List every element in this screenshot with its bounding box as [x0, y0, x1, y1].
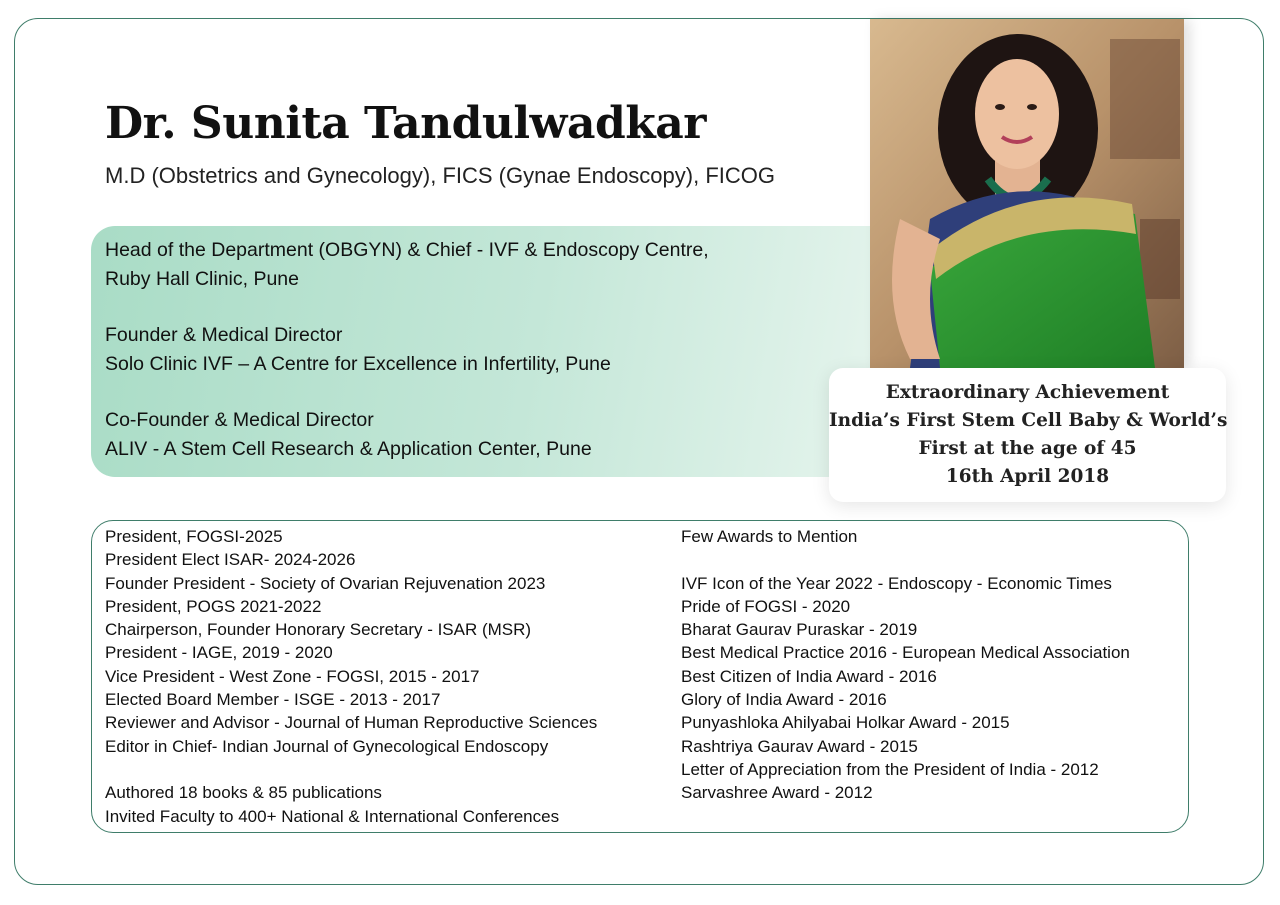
portrait-illustration — [870, 19, 1184, 368]
position-block — [105, 236, 891, 293]
list-item: Rashtriya Gaurav Award - 2015 — [681, 736, 918, 756]
position-title: Co-Founder & Medical Director — [105, 409, 374, 431]
achievement-card — [829, 368, 1226, 502]
list-item: President, POGS 2021-2022 — [105, 596, 322, 616]
qualifications: M.D (Obstetrics and Gynecology), FICS (Gynae Endoscopy), FICOG — [105, 163, 775, 188]
position-org: Solo Clinic IVF – A Centre for Excellence in Infertility, Pune — [105, 352, 611, 375]
list-item: Elected Board Member - ISGE - 2013 - 2017 — [105, 690, 441, 710]
achievement-date: 16th April 2018 — [945, 466, 1110, 487]
positions-panel — [91, 226, 891, 477]
achievement-text: First at the age of 45 — [918, 438, 1137, 459]
list-item: Invited Faculty to 400+ National & International Conferences — [105, 806, 560, 826]
list-spacer — [681, 548, 1130, 571]
list-item: Authored 18 books & 85 publications — [105, 783, 382, 803]
position-title: Founder & Medical Director — [105, 324, 343, 346]
list-item: Punyashloka Ahilyabai Holkar Award - 2015 — [681, 713, 1010, 733]
list-item: President Elect ISAR- 2024-2026 — [105, 550, 356, 570]
list-item: Pride of FOGSI - 2020 — [681, 596, 851, 616]
list-item: Reviewer and Advisor - Journal of Human Reproductive Sciences — [105, 713, 598, 733]
doctor-portrait — [870, 19, 1184, 368]
credentials-box — [91, 520, 1189, 833]
position-block — [105, 321, 891, 378]
list-item: President - IAGE, 2019 - 2020 — [105, 643, 333, 663]
list-spacer — [105, 758, 597, 781]
awards-list — [681, 525, 1130, 805]
list-item: Chairperson, Founder Honorary Secretary - ISAR (MSR) — [105, 620, 532, 640]
achievement-text: India’s First Stem Cell Baby & World’s — [829, 410, 1228, 431]
position-title: Head of the Department (OBGYN) & Chief - IVF & Endoscopy Centre, — [105, 239, 709, 261]
list-item: Sarvashree Award - 2012 — [681, 783, 873, 803]
doctor-name: Dr. Sunita Tandulwadkar — [105, 98, 706, 149]
position-org: ALIV - A Stem Cell Research & Application Center, Pune — [105, 437, 592, 460]
list-item: Founder President - Society of Ovarian Rejuvenation 2023 — [105, 573, 546, 593]
list-item: Best Citizen of India Award - 2016 — [681, 666, 937, 686]
list-item: IVF Icon of the Year 2022 - Endoscopy - Economic Times — [681, 573, 1112, 593]
list-item: Bharat Gaurav Puraskar - 2019 — [681, 620, 918, 640]
list-item: Vice President - West Zone - FOGSI, 2015 - 2017 — [105, 666, 480, 686]
achievement-heading: Extraordinary Achievement — [885, 382, 1170, 403]
awards-heading: Few Awards to Mention — [681, 527, 858, 546]
position-block — [105, 406, 891, 463]
roles-list — [105, 525, 597, 828]
list-item: President, FOGSI-2025 — [105, 527, 283, 546]
list-item: Letter of Appreciation from the President of India - 2012 — [681, 759, 1099, 779]
list-item: Editor in Chief- Indian Journal of Gynecological Endoscopy — [105, 736, 549, 756]
position-org: Ruby Hall Clinic, Pune — [105, 267, 300, 290]
list-item: Best Medical Practice 2016 - European Medical Association — [681, 643, 1130, 663]
list-item: Glory of India Award - 2016 — [681, 690, 887, 710]
